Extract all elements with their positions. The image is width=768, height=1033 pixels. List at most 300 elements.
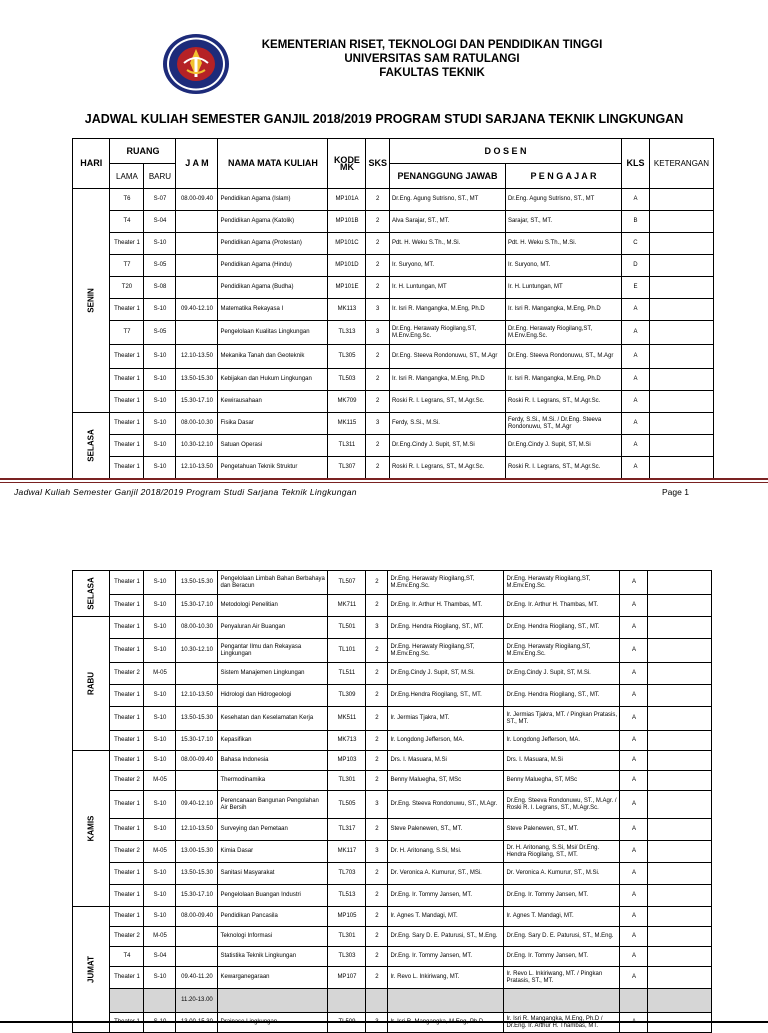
time-cell (176, 211, 218, 233)
remarks-cell (648, 927, 712, 947)
course-name-cell: Pendidikan Agama (Budha) (218, 277, 328, 299)
room-baru-cell: S-10 (144, 233, 176, 255)
course-name-cell: Hidrologi dan Hidrogeologi (218, 685, 328, 707)
room-lama-cell: T7 (110, 321, 144, 345)
lecturer-responsible-cell: Ferdy, S.Si., M.Si. (389, 413, 505, 435)
room-lama-cell: Theater 1 (110, 617, 144, 639)
room-lama-cell: Theater 2 (110, 663, 144, 685)
time-cell (176, 255, 218, 277)
table-row (73, 277, 714, 299)
lecturer-responsible-cell: Ir. H. Luntungan, MT (389, 277, 505, 299)
remarks-cell (648, 885, 712, 907)
room-lama-cell (110, 989, 144, 1013)
class-cell: A (621, 189, 649, 211)
lecturer-responsible-cell: Dr.Eng. Herawaty Riogilang,ST, M.Env.Eng.Sc. (388, 639, 504, 663)
lecturer-responsible-cell: Roski R. I. Legrans, ST., M.Agr.Sc. (389, 391, 505, 413)
schedule-table-page-2 (72, 570, 712, 1033)
room-baru-cell: S-10 (144, 791, 176, 819)
time-cell: 08.00-10.30 (176, 413, 218, 435)
sks-cell: 2 (366, 457, 390, 479)
table-row (73, 927, 712, 947)
sks-cell: 2 (366, 967, 388, 989)
class-cell: A (621, 345, 649, 369)
room-baru-cell: S-10 (144, 595, 176, 617)
lecturer-responsible-cell: Pdt. H. Weku S.Th., M.Si. (389, 233, 505, 255)
faculty-name: FAKULTAS TEKNIK (379, 67, 485, 79)
time-cell: 10.30-12.10 (176, 639, 218, 663)
day-label: SENIN (86, 288, 96, 313)
lecturer-teaching-cell: Dr.Eng. Hendra Riogilang, ST., MT. (504, 685, 620, 707)
time-cell (176, 277, 218, 299)
class-cell: A (620, 571, 648, 595)
course-name-cell: Metodologi Penelitian (218, 595, 328, 617)
course-code-cell: TL317 (328, 819, 366, 841)
class-cell: A (620, 791, 648, 819)
remarks-cell (648, 819, 712, 841)
page-header (0, 0, 768, 100)
course-name-cell: Sistem Manajemen Lingkungan (218, 663, 328, 685)
room-baru-cell: S-10 (144, 731, 176, 751)
course-code-cell: TL301 (328, 927, 366, 947)
class-cell (620, 989, 648, 1013)
room-baru-cell: M-05 (144, 841, 176, 863)
table-row (73, 751, 712, 771)
lecturer-teaching-cell: Dr. H. Aritonang, S.Si, Msi/ Dr.Eng. Hendra Riogilang, ST., MT. (504, 841, 620, 863)
remarks-cell (649, 413, 713, 435)
course-name-cell: Penyaluran Air Buangan (218, 617, 328, 639)
course-code-cell: TL301 (328, 771, 366, 791)
remarks-cell (649, 369, 713, 391)
time-cell: 09.40-12.10 (176, 791, 218, 819)
lecturer-teaching-cell: Dr.Eng. Sary D. E. Paturusi, ST., M.Eng. (504, 927, 620, 947)
course-code-cell: TL503 (328, 369, 366, 391)
course-code-cell: MP101E (328, 277, 366, 299)
remarks-cell (649, 233, 713, 255)
class-cell: A (620, 819, 648, 841)
lecturer-teaching-cell: Ir. Revo L. Inkiriwang, MT. / Pingkan Pratasis, ST., MT. (504, 967, 620, 989)
remarks-cell (648, 663, 712, 685)
time-cell: 08.00-10.30 (176, 617, 218, 639)
time-cell: 10.30-12.10 (176, 435, 218, 457)
lecturer-teaching-cell: Pdt. H. Weku S.Th., M.Si. (505, 233, 621, 255)
room-baru-cell: S-10 (144, 345, 176, 369)
class-cell: A (620, 947, 648, 967)
table-row (73, 967, 712, 989)
course-code-cell: MP103 (328, 751, 366, 771)
table-row (73, 211, 714, 233)
remarks-cell (648, 595, 712, 617)
sks-cell: 2 (366, 571, 388, 595)
room-lama-cell: T6 (110, 189, 144, 211)
time-cell: 12.10-13.50 (176, 457, 218, 479)
day-cell (73, 413, 110, 479)
table-row (73, 663, 712, 685)
time-cell: 13.50-15.30 (176, 369, 218, 391)
room-baru-cell: S-10 (144, 907, 176, 927)
room-lama-cell: Theater 1 (110, 639, 144, 663)
room-baru-cell: S-05 (144, 321, 176, 345)
room-lama-cell: Theater 1 (110, 571, 144, 595)
lecturer-responsible-cell: Dr. H. Aritonang, S.Si, Msi. (388, 841, 504, 863)
course-name-cell: Matematika Rekayasa I (218, 299, 328, 321)
day-cell (73, 751, 110, 907)
page-bottom-rule (0, 1021, 768, 1023)
col-baru: BARU (144, 164, 176, 189)
table-row (73, 457, 714, 479)
table-row (73, 989, 712, 1013)
table-row (73, 947, 712, 967)
room-lama-cell: Theater 1 (110, 345, 144, 369)
time-cell: 11.20-13.00 (176, 989, 218, 1013)
time-cell: 13.50-15.30 (176, 571, 218, 595)
time-cell (176, 771, 218, 791)
col-ruang: RUANG (110, 139, 176, 164)
course-name-cell: Pendidikan Agama (Hindu) (218, 255, 328, 277)
sks-cell: 2 (366, 369, 390, 391)
time-cell: 13.50-15.30 (176, 863, 218, 885)
sks-cell: 2 (366, 863, 388, 885)
course-code-cell: MK713 (328, 731, 366, 751)
course-code-cell: TL703 (328, 863, 366, 885)
table-row (73, 907, 712, 927)
room-baru-cell: S-10 (144, 639, 176, 663)
lecturer-responsible-cell: Ir. Agnes T. Mandagi, MT. (388, 907, 504, 927)
room-baru-cell: M-05 (144, 927, 176, 947)
remarks-cell (649, 255, 713, 277)
course-name-cell: Perencanaan Bangunan Pengolahan Air Bersih (218, 791, 328, 819)
remarks-cell (648, 989, 712, 1013)
class-cell: B (621, 211, 649, 233)
day-label: SELASA (86, 577, 96, 610)
lecturer-responsible-cell: Benny Maluegha, ST, MSc (388, 771, 504, 791)
remarks-cell (648, 617, 712, 639)
course-name-cell: Pengetahuan Teknik Struktur (218, 457, 328, 479)
room-baru-cell: S-08 (144, 277, 176, 299)
col-pengajar: P E N G A J A R (505, 164, 621, 189)
remarks-cell (649, 345, 713, 369)
lecturer-teaching-cell: Drs. I. Masuara, M.Si (504, 751, 620, 771)
table-row (73, 617, 712, 639)
class-cell: A (620, 685, 648, 707)
table-row (73, 233, 714, 255)
table-row (73, 731, 712, 751)
course-name-cell: Statistika Teknik Lingkungan (218, 947, 328, 967)
col-dosen: D O S E N (389, 139, 621, 164)
course-name-cell: Satuan Operasi (218, 435, 328, 457)
remarks-cell (648, 791, 712, 819)
room-baru-cell: M-05 (144, 771, 176, 791)
course-code-cell: TL313 (328, 321, 366, 345)
room-lama-cell: Theater 1 (110, 863, 144, 885)
class-cell: A (620, 771, 648, 791)
lecturer-teaching-cell: Roski R. I. Legrans, ST., M.Agr.Sc. (505, 457, 621, 479)
class-cell: A (620, 907, 648, 927)
lecturer-responsible-cell: Dr.Eng.Cindy J. Supit, ST, M.Si. (388, 663, 504, 685)
time-cell: 13.50-15.30 (176, 707, 218, 731)
class-cell: A (621, 413, 649, 435)
lecturer-teaching-cell: Ir. Isri R. Mangangka, M.Eng, Ph.D (505, 299, 621, 321)
sks-cell: 2 (366, 927, 388, 947)
table-row (73, 819, 712, 841)
lecturer-responsible-cell: Ir. Longdong Jefferson, MA. (388, 731, 504, 751)
table-row (73, 885, 712, 907)
room-lama-cell: T4 (110, 947, 144, 967)
room-baru-cell: S-10 (144, 299, 176, 321)
sks-cell (366, 989, 388, 1013)
sks-cell: 2 (366, 885, 388, 907)
day-cell (73, 907, 110, 1033)
class-cell: A (620, 885, 648, 907)
lecturer-responsible-cell: Dr.Eng.Cindy J. Supit, ST, M.Si (389, 435, 505, 457)
table-row (73, 299, 714, 321)
lecturer-responsible-cell: Dr.Eng. Ir. Tommy Jansen, MT. (388, 885, 504, 907)
course-code-cell: TL305 (328, 345, 366, 369)
time-cell: 13.00-15.30 (176, 841, 218, 863)
room-baru-cell: S-10 (144, 751, 176, 771)
room-lama-cell: Theater 2 (110, 927, 144, 947)
class-cell: E (621, 277, 649, 299)
lecturer-teaching-cell: Ir. Suryono, MT. (505, 255, 621, 277)
course-code-cell: MK113 (328, 299, 366, 321)
class-cell: D (621, 255, 649, 277)
class-cell: C (621, 233, 649, 255)
lecturer-teaching-cell: Dr.Eng. Herawaty Riogilang,ST, M.Env.Eng.Sc. (504, 639, 620, 663)
course-code-cell: MP101B (328, 211, 366, 233)
room-lama-cell: Theater 1 (110, 751, 144, 771)
course-name-cell: Kepasifikan (218, 731, 328, 751)
table-row (73, 435, 714, 457)
course-code-cell: TL513 (328, 885, 366, 907)
lecturer-responsible-cell: Dr. Veronica A. Kumurur, ST., MSi. (388, 863, 504, 885)
class-cell: A (621, 369, 649, 391)
remarks-cell (648, 967, 712, 989)
course-name-cell: Pengantar Ilmu dan Rekayasa Lingkungan (218, 639, 328, 663)
page-number: Page 1 (662, 487, 689, 497)
class-cell: A (620, 639, 648, 663)
class-cell: A (620, 863, 648, 885)
room-baru-cell: S-10 (144, 885, 176, 907)
remarks-cell (648, 841, 712, 863)
course-code-cell: TL501 (328, 617, 366, 639)
remarks-cell (648, 571, 712, 595)
col-jam: J A M (176, 139, 218, 189)
lecturer-responsible-cell: Dr.Eng. Steeva Rondonuwu, ST., M.Agr (389, 345, 505, 369)
lecturer-teaching-cell (504, 989, 620, 1013)
room-baru-cell: S-10 (144, 391, 176, 413)
lecturer-teaching-cell: Dr.Eng. Hendra Riogilang, ST., MT. (504, 617, 620, 639)
university-name: UNIVERSITAS SAM RATULANGI (344, 53, 520, 65)
course-code-cell: TL507 (328, 571, 366, 595)
remarks-cell (649, 457, 713, 479)
room-baru-cell: S-10 (144, 457, 176, 479)
course-code-cell (328, 989, 366, 1013)
lecturer-responsible-cell: Dr.Eng. Hendra Riogilang, ST., MT. (388, 617, 504, 639)
room-lama-cell: Theater 1 (110, 885, 144, 907)
room-lama-cell: Theater 2 (110, 841, 144, 863)
course-code-cell: MK511 (328, 707, 366, 731)
course-name-cell: Kesehatan dan Keselamatan Kerja (218, 707, 328, 731)
course-code-cell: MP101D (328, 255, 366, 277)
sks-cell: 2 (366, 751, 388, 771)
room-lama-cell: Theater 1 (110, 819, 144, 841)
time-cell: 15.30-17.10 (176, 885, 218, 907)
time-cell (176, 947, 218, 967)
lecturer-responsible-cell: Ir. Isri R. Mangangka, M.Eng, Ph.D (389, 299, 505, 321)
room-lama-cell: Theater 2 (110, 771, 144, 791)
course-code-cell: TL101 (328, 639, 366, 663)
remarks-cell (648, 731, 712, 751)
lecturer-responsible-cell: Dr.Eng. Herawaty Riogilang,ST, M.Env.Eng.Sc. (389, 321, 505, 345)
remarks-cell (648, 639, 712, 663)
lecturer-teaching-cell: Dr.Eng.Cindy J. Supit, ST, M.Si. (504, 663, 620, 685)
remarks-cell (648, 685, 712, 707)
class-cell: A (620, 841, 648, 863)
day-label: KAMIS (86, 815, 96, 842)
time-cell: 08.00-09.40 (176, 907, 218, 927)
lecturer-teaching-cell: Ir. Jermias Tjakra, MT. / Pingkan Pratasis, ST., MT. (504, 707, 620, 731)
lecturer-teaching-cell: Dr.Eng. Ir. Arthur H. Thambas, MT. (504, 595, 620, 617)
table-row (73, 595, 712, 617)
course-name-cell (218, 989, 328, 1013)
lecturer-responsible-cell: Dr.Eng. Sary D. E. Paturusi, ST., M.Eng. (388, 927, 504, 947)
lecturer-responsible-cell: Ir. Jermias Tjakra, MT. (388, 707, 504, 731)
class-cell: A (621, 391, 649, 413)
time-cell (176, 233, 218, 255)
table-row (73, 345, 714, 369)
course-code-cell: MP101C (328, 233, 366, 255)
time-cell (176, 663, 218, 685)
room-baru-cell: M-05 (144, 663, 176, 685)
time-cell: 08.00-09.40 (176, 189, 218, 211)
remarks-cell (648, 771, 712, 791)
lecturer-teaching-cell: Ir. Longdong Jefferson, MA. (504, 731, 620, 751)
col-lama: LAMA (110, 164, 144, 189)
col-kode-mk: KODE MK (328, 139, 366, 189)
room-baru-cell: S-04 (144, 947, 176, 967)
table-row (73, 391, 714, 413)
lecturer-responsible-cell: Drs. I. Masuara, M.Si (388, 751, 504, 771)
sks-cell: 2 (366, 435, 390, 457)
col-keterangan: KETERANGAN (649, 139, 713, 189)
time-cell: 12.10-13.50 (176, 685, 218, 707)
lecturer-teaching-cell: Ir. H. Luntungan, MT (505, 277, 621, 299)
lecturer-teaching-cell: Dr.Eng. Steeva Rondonuwu, ST., M.Agr. / Roski R. I. Legrans, ST., M.Agr.Sc. (504, 791, 620, 819)
table-row (73, 255, 714, 277)
sks-cell: 2 (366, 233, 390, 255)
sks-cell: 2 (366, 707, 388, 731)
lecturer-responsible-cell: Dr.Eng. Ir. Tommy Jansen, MT. (388, 947, 504, 967)
lecturer-responsible-cell (388, 989, 504, 1013)
day-label: RABU (86, 671, 96, 696)
class-cell: A (620, 751, 648, 771)
room-lama-cell: Theater 1 (110, 435, 144, 457)
course-code-cell: MP107 (328, 967, 366, 989)
schedule-table-page-1 (72, 138, 714, 479)
schedule-title: JADWAL KULIAH SEMESTER GANJIL 2018/2019 PROGRAM STUDI SARJANA TEKNIK LINGKUNGAN (84, 112, 684, 126)
table-row (73, 321, 714, 345)
room-baru-cell (144, 989, 176, 1013)
lecturer-teaching-cell: Dr.Eng.Cindy J. Supit, ST, M.Si (505, 435, 621, 457)
course-name-cell: Kewarganegaraan (218, 967, 328, 989)
time-cell: 09.40-11.20 (176, 967, 218, 989)
remarks-cell (649, 321, 713, 345)
lecturer-responsible-cell: Ir. Revo L. Inkiriwang, MT. (388, 967, 504, 989)
lecturer-responsible-cell: Dr.Eng. Agung Sutrisno, ST., MT (389, 189, 505, 211)
table-row (73, 863, 712, 885)
room-lama-cell: Theater 1 (110, 457, 144, 479)
day-label: JUMAT (86, 956, 96, 983)
table-row (73, 791, 712, 819)
sks-cell: 2 (366, 731, 388, 751)
table-row (73, 413, 714, 435)
course-name-cell: Pengelolaan Kualitas Lingkungan (218, 321, 328, 345)
remarks-cell (648, 863, 712, 885)
day-cell (73, 189, 110, 413)
class-cell: A (621, 321, 649, 345)
sks-cell: 2 (366, 819, 388, 841)
course-code-cell: MK711 (328, 595, 366, 617)
ministry-name: KEMENTERIAN RISET, TEKNOLOGI DAN PENDIDIKAN TINGGI (261, 39, 603, 51)
class-cell: A (620, 707, 648, 731)
course-name-cell: Pendidikan Pancasila (218, 907, 328, 927)
room-lama-cell: Theater 1 (110, 967, 144, 989)
table-row (73, 685, 712, 707)
col-hari: HARI (73, 139, 110, 189)
day-cell (73, 617, 110, 751)
sks-cell: 2 (366, 685, 388, 707)
class-cell: A (620, 927, 648, 947)
lecturer-responsible-cell: Alva Sarajar, ST., MT. (389, 211, 505, 233)
room-lama-cell: T20 (110, 277, 144, 299)
lecturer-teaching-cell: Dr.Eng. Agung Sutrisno, ST., MT (505, 189, 621, 211)
sks-cell: 2 (366, 277, 390, 299)
lecturer-responsible-cell: Dr.Eng. Ir. Arthur H. Thambas, MT. (388, 595, 504, 617)
time-cell: 12.10-13.50 (176, 819, 218, 841)
class-cell: A (621, 435, 649, 457)
remarks-cell (648, 947, 712, 967)
class-cell: A (621, 457, 649, 479)
course-code-cell: MP105 (328, 907, 366, 927)
lecturer-teaching-cell: Sarajar, ST., MT. (505, 211, 621, 233)
course-code-cell: TL511 (328, 663, 366, 685)
course-name-cell: Pengelolaan Buangan Industri (218, 885, 328, 907)
room-lama-cell: Theater 1 (110, 595, 144, 617)
lecturer-teaching-cell: Dr.Eng. Herawaty Riogilang,ST, M.Env.Eng.Sc. (504, 571, 620, 595)
remarks-cell (649, 277, 713, 299)
lecturer-responsible-cell: Ir. Suryono, MT. (389, 255, 505, 277)
room-baru-cell: S-04 (144, 211, 176, 233)
lecturer-teaching-cell: Roski R. I. Legrans, ST., M.Agr.Sc. (505, 391, 621, 413)
remarks-cell (649, 435, 713, 457)
table-row (73, 369, 714, 391)
sks-cell: 3 (366, 413, 390, 435)
course-name-cell: Fisika Dasar (218, 413, 328, 435)
lecturer-teaching-cell: Steve Palenewen, ST., MT. (504, 819, 620, 841)
footer-rule-thin (0, 482, 768, 483)
remarks-cell (648, 707, 712, 731)
remarks-cell (649, 189, 713, 211)
lecturer-teaching-cell: Ir. Isri R. Mangangka, M.Eng, Ph.D (505, 369, 621, 391)
room-baru-cell: S-10 (144, 685, 176, 707)
room-baru-cell: S-10 (144, 435, 176, 457)
time-cell (176, 927, 218, 947)
course-name-cell: Kewirausahaan (218, 391, 328, 413)
sks-cell: 3 (366, 321, 390, 345)
course-name-cell: Pengelolaan Limbah Bahan Berbahaya dan Beracun (218, 571, 328, 595)
sks-cell: 2 (366, 255, 390, 277)
class-cell: A (620, 595, 648, 617)
table-row (73, 707, 712, 731)
